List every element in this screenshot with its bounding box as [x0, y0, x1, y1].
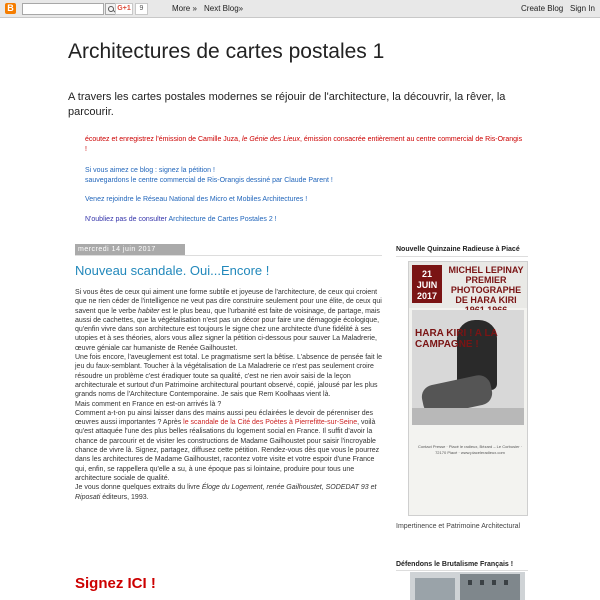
post-title[interactable]: Nouveau scandale. Oui...Encore !	[75, 263, 270, 278]
post-date: mercredi 14 juin 2017	[75, 244, 185, 255]
notice-radio-show: le Génie des Lieux	[241, 136, 300, 143]
p5-book-title: Éloge du Logement, renée Gailhoustet, SODEDAT 93 et Riposati	[75, 484, 377, 501]
blog-description: A travers les cartes postales modernes se réjouir de l'architecture, la découvrir, la rêver, la parcourir.	[68, 91, 506, 118]
building-window	[504, 580, 508, 585]
sidebar-widget2-title: Défendons le Brutalisme Français !	[396, 561, 514, 568]
next-blog-link[interactable]: Next Blog»	[204, 4, 244, 13]
quinzaine-poster-image[interactable]	[408, 261, 528, 516]
gplus-count: 9	[135, 3, 148, 15]
search-input[interactable]	[22, 3, 104, 15]
post-paragraph-1	[75, 288, 383, 353]
date-divider	[75, 255, 382, 256]
notice-petition-line1[interactable]: Si vous aimez ce blog : signez la pétition !	[85, 167, 215, 174]
notice-petition-line2[interactable]: sauvegardons le centre commercial de Ris-Orangis dessiné par Claude Parent !	[85, 177, 333, 184]
notice-network[interactable]: Venez rejoindre le Réseau National des Micro et Mobiles Architectures !	[85, 196, 308, 203]
blogger-navbar	[0, 0, 600, 18]
poster-date: 21 JUIN 2017	[412, 265, 442, 303]
p1-text-a: Si vous êtes de ceux qui aiment une forme subtile et joyeuse de l'architecture, de ceux qui croient que ne rien céder de l'intelligence ne veut pas dire construire seulement pour une élite, de ceux qui savent que le verbe	[75, 289, 382, 315]
notice-radio-suffix: , émission consacrée entièrement au centre commercial de Ris-Orangis !	[85, 136, 523, 153]
p4-text-b: , voilà qu'est attaquée l'une des plus belles réalisations du logement social en France. Il suffit d'avoir la chance de parcourir et de visiter les constructions de Madame Gailhoustet pour saisir l'incroyable chance de vivre là. Signez, partagez, diffusez cette pétition. Rendez-vous dès que vous le pourrez dans les architectures de Madame Gailhoustet, racontez votre visite et votre espoir d'une France qui, enfin, se rappellera qu'elle a su, à une époque pas si lointaine, produire pour tous une architecture sociale de qualité.	[75, 419, 380, 482]
poster-slogan: HARA KIRI ! A LA CAMPAGNE !	[415, 328, 498, 350]
building-window	[492, 580, 496, 585]
building-window	[468, 580, 472, 585]
post-paragraph-3: Mais comment en France en est-on arrivés là ?	[75, 400, 222, 408]
p4-text-a: Comment a-t-on pu ainsi laisser dans des mains aussi peu éclairées le devoir de pérenniser des œuvres aussi importantes ? Après	[75, 409, 374, 427]
p5-text-b: éditeurs, 1993.	[100, 493, 149, 501]
photo-floor	[412, 408, 524, 425]
blogger-logo-icon[interactable]: B	[5, 3, 16, 14]
notice-radio[interactable]	[85, 135, 525, 155]
post-paragraph-2: Une fois encore, l'aveuglement est total. Le pragmatisme sert la bêtise. L'absence de pensée fait le jeu du faux-semblant. Toucher à la végétalisation de La Maladrerie ce n'est pas seulement croire résoudre un problème c'est éradiquer toute sa qualité, c'est ne rien avoir saisi de la leçon architecturale et surtout d'un Patrimoine architectural pourtant observé, copié, jalousé par les plus grands noms de l'Architecture Contemporaine. Je sais que Rem Koolhaas vient là.	[75, 354, 382, 399]
post-body	[75, 288, 383, 502]
post-paragraph-4	[75, 409, 383, 483]
p5-text-a: Je vous donne quelques extraits du livre	[75, 484, 202, 492]
sidebar-divider	[396, 256, 528, 257]
notice-radio-prefix: écoutez et enregistrez l'émission de Camille Juza,	[85, 136, 242, 143]
notice-petition[interactable]	[85, 166, 525, 186]
notice-blog2-prefix: N'oubliez pas de consulter	[85, 216, 169, 223]
building-window	[480, 580, 484, 585]
sidebar-widget-title: Nouvelle Quinzaine Radieuse à Piacé	[396, 246, 520, 253]
sign-in-link[interactable]: Sign In	[570, 4, 595, 13]
cite-des-poetes-link[interactable]: le scandale de la Cité des Poètes à Pierrefitte-sur-Seine	[183, 419, 358, 427]
more-menu[interactable]: More »	[172, 4, 197, 13]
create-blog-link[interactable]: Create Blog	[521, 4, 564, 13]
sign-here-link[interactable]: Signez ICI !	[75, 575, 156, 592]
sidebar-divider-2	[396, 570, 528, 571]
blog2-link[interactable]: Architecture de Cartes Postales 2 !	[168, 216, 277, 223]
building-block-right	[460, 574, 520, 600]
p1-emphasis: habiter	[138, 307, 160, 315]
poster-caption: Impertinence et Patrimoine Architectural	[396, 523, 521, 530]
blog-title[interactable]: Architectures de cartes postales 1	[68, 40, 385, 63]
building-block-left	[415, 578, 455, 600]
post-paragraph-5	[75, 483, 383, 502]
notice-blog2	[85, 215, 525, 225]
gplus-button[interactable]: G+1	[115, 3, 133, 15]
brutalism-photo[interactable]	[410, 572, 525, 600]
poster-name: MICHEL LEPINAY PREMIER PHOTOGRAPHE DE HARA KIRI	[448, 265, 524, 305]
poster-contact: Contact Presse · Piacé le radieux, Bézard – Le Corbusier · 72170 Piacé · www.piaceleradieux.com	[417, 444, 523, 455]
p1-text-b: est le plus beau, que l'urbanité est faite de voisinage, de partage, mais aussi de cachettes, que la végétalisation n'est pas un décor pour faire une démagogie écologique, qu'enfin vivre dans son architecture est toujours le signe chez une architecte d'une fidélité à ses utopies et à ses théories, alors vous allez signer la pétition ci-dessous pour sauver La Maladrerie, œuvre géniale car humaniste de Renée Gailhoustet.	[75, 307, 380, 352]
